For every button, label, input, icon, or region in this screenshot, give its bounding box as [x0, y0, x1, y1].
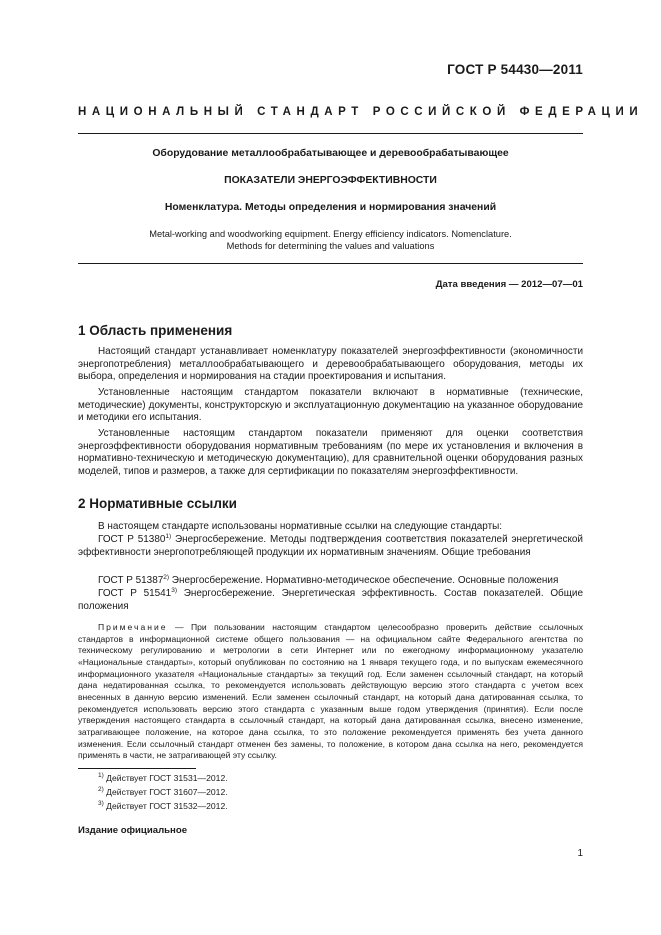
document-number: ГОСТ Р 54430—2011: [447, 62, 583, 77]
section-2-heading: 2 Нормативные ссылки: [78, 496, 237, 511]
footnote: [78, 773, 228, 784]
reference-code: ГОСТ Р 51387: [98, 575, 164, 586]
reference-note: [78, 622, 583, 762]
footnote-divider: [78, 768, 196, 769]
page-number: 1: [577, 848, 583, 859]
introduction-date: Дата введения — 2012—07—01: [435, 279, 583, 290]
section-1-paragraph-3: Установленные настоящим стандартом показатели применяют для оценки соответствия энергоэффективности оборудования нормативным требованиям (по мере их установления и включения в нормативно-техническую и методическую документацию), для сравнительной оценки оборудования разных моделей, типов и размеров, а также для сертификации по показателям энергоэффективности.: [78, 428, 583, 477]
footnote: [78, 787, 228, 798]
normative-reference: [78, 575, 583, 588]
note-label: Примечание: [98, 622, 168, 632]
reference-footnote-mark: 1): [165, 533, 172, 540]
official-edition-label: Издание официальное: [78, 825, 188, 836]
english-title-line-1: Metal-working and woodworking equipment. Energy efficiency indicators. Nomenclature.: [149, 229, 512, 239]
national-standard-heading: НАЦИОНАЛЬНЫЙ СТАНДАРТ РОССИЙСКОЙ ФЕДЕРАЦИИ: [78, 106, 644, 118]
english-title: [78, 228, 583, 252]
title-subject: ПОКАЗАТЕЛИ ЭНЕРГОЭФФЕКТИВНОСТИ: [224, 175, 437, 186]
footnote-mark: 1): [98, 772, 104, 779]
header-divider: [78, 133, 583, 134]
footnote: [78, 801, 228, 812]
reference-code: ГОСТ Р 51541: [98, 588, 172, 599]
footnote-mark: 3): [98, 800, 104, 807]
english-title-line-2: Methods for determining the values and valuations: [226, 241, 435, 251]
footnote-text: Действует ГОСТ 31607—2012.: [103, 787, 228, 797]
reference-footnote-mark: 2): [163, 574, 170, 581]
footnote-mark: 2): [98, 786, 104, 793]
section-1-paragraph-2: Установленные настоящим стандартом показатели включают в нормативные (технические, методические) документы, конструкторскую и эксплуатационную документацию на указанное оборудование и методики его испытания.: [78, 387, 583, 424]
section-1-paragraph-1: Настоящий стандарт устанавливает номенклатуру показателей энергоэффективности (экономичности энергопотребления) металлообрабатывающего и деревообрабатывающего оборудования, методы их выбора, определения и нормирования на стадии проектирования и испытания.: [78, 346, 583, 383]
title-divider: [78, 263, 583, 264]
title-subtitle: Номенклатура. Методы определения и нормирования значений: [164, 202, 497, 213]
reference-code: ГОСТ Р 51380: [98, 534, 166, 545]
reference-title: Энергосбережение. Энергетическая эффективность. Состав показателей. Общие положения: [78, 588, 583, 612]
footnote-text: Действует ГОСТ 31532—2012.: [103, 801, 228, 811]
section-2-intro: В настоящем стандарте использованы нормативные ссылки на следующие стандарты:: [98, 521, 503, 532]
reference-title: Энергосбережение. Методы подтверждения соответствия показателей энергетической эффективности энергопотребляющей продукции их нормативным значениям. Общие требования: [78, 534, 583, 558]
normative-reference: [78, 588, 583, 613]
section-1-heading: 1 Область применения: [78, 323, 233, 338]
reference-footnote-mark: 3): [171, 587, 177, 594]
title-main: Оборудование металлообрабатывающее и деревообрабатывающее: [152, 148, 509, 159]
reference-title: Энергосбережение. Нормативно-методическое обеспечение. Основные положения: [169, 575, 559, 586]
footnote-text: Действует ГОСТ 31531—2012.: [103, 773, 228, 783]
note-text: — При пользовании настоящим стандартом целесообразно проверить действие ссылочных стандартов в информационной системе общего пользования — на официальном сайте Федерального агентства по техническому регулированию и метрологии в сети Интернет или по ежегодному информационному указателю «Национальные стандарты», который опубликован по состоянию на 1 января текущего года, и по выпускам ежемесячного информационного указателя «Национальные стандарты» за текущий год. Если заменен ссылочный стандарт, на который дана недатированная ссылка, то рекомендуется использовать действующую версию этого стандарта с учетом всех внесенных в данную версию изменений. Если заменен ссылочный стандарт, на который дана датированная ссылка, то рекомендуется использовать версию этого стандарта с указанным выше годом утверждения (принятия). Если после утверждения настоящего стандарта в ссылочный стандарт, на который дана датированная ссылка, внесено изменение, затрагивающее положение, на которое дана ссылка, то это положение рекомендуется применять без учета данного изменения. Если ссылочный стандарт отменен без замены, то положение, в котором дана ссылка на него, рекомендуется применять в части, не затрагивающей эту ссылку.: [78, 622, 583, 761]
normative-reference: [78, 534, 583, 559]
